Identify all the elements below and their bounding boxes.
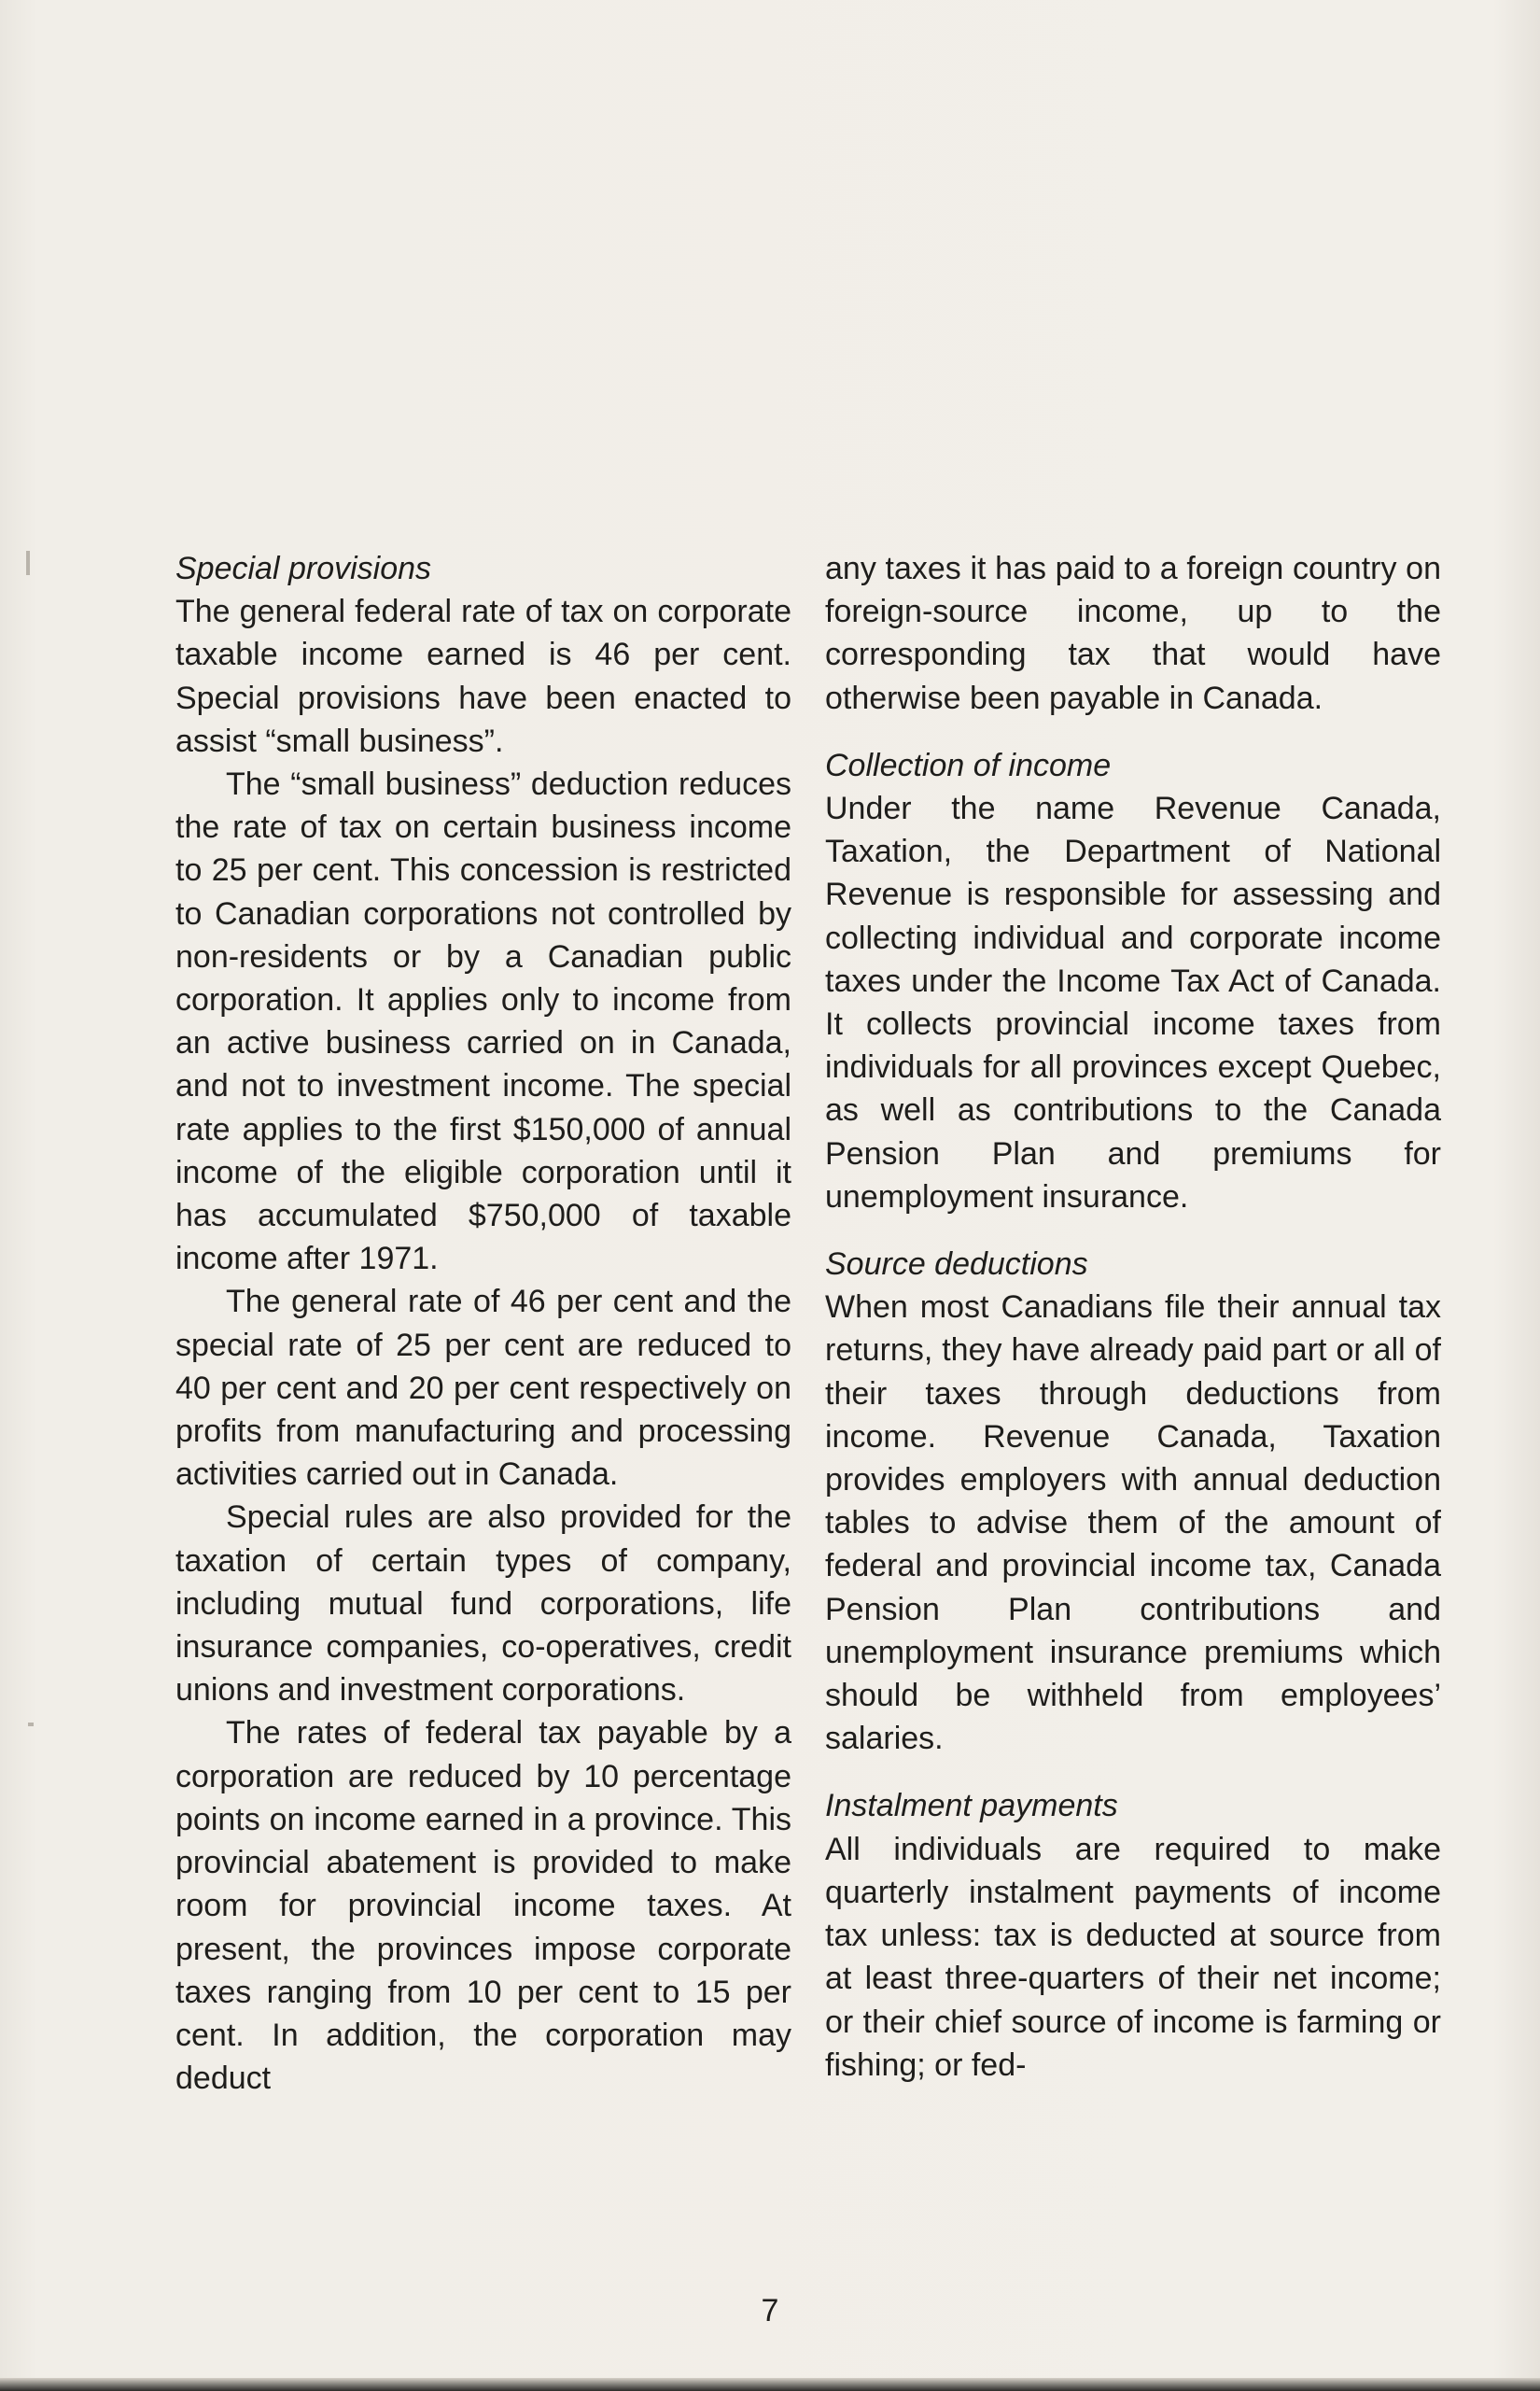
page-number: 7	[761, 2293, 779, 2328]
section-heading: Instalment payments	[825, 1788, 1118, 1824]
paragraph: The general rate of 46 per cent and the special rate of 25 per cent are reduced to 40 per cent and 20 per cent respectively on profits from manufacturing and processing activities carried out in Canada.	[175, 1284, 791, 1493]
right-column	[825, 547, 1441, 2087]
paragraph: All individuals are required to make quarterly instalment payments of income tax unless: tax is deducted at source from at least three-quarters of their net income; or their chief source of income is farming or fishing; or fed-	[825, 1831, 1441, 2083]
section-heading-special-provisions: Special provisions	[175, 551, 432, 586]
section-instalment-payments	[825, 1784, 1441, 2086]
paragraph: Special rules are also provided for the taxation of certain types of company, including mutual fund corporations, life insurance companies, co-operatives, credit unions and investment corporations.	[175, 1499, 791, 1709]
binding-mark	[26, 551, 30, 575]
paragraph: The “small business” deduction reduces the rate of tax on certain business income to 25 per cent. This concession is restricted to Canadian corporations not controlled by non-residents or by a Canadian public corporation. It applies only to income from an active business carried on in Canada, and not to investment income. The special rate applies to the first $150,000 of annual income of the eligible corporation until it has accumulated $750,000 of taxable income after 1971.	[175, 767, 791, 1277]
section-source-deductions	[825, 1243, 1441, 1760]
binding-mark	[28, 1723, 34, 1726]
paragraph: Under the name Revenue Canada, Taxation, the Department of National Revenue is responsible for assessing and collecting individual and corporate income taxes under the Income Tax Act of Canada. It collects provincial income taxes from individuals for all provinces except Quebec, as well as contributions to the Canada Pension Plan and premiums for unemployment insurance.	[825, 791, 1441, 1215]
paragraph: The general federal rate of tax on corporate taxable income earned is 46 per cent. Special provisions have been enacted to assist “small business”.	[175, 594, 791, 759]
left-column	[175, 547, 791, 2100]
paragraph: When most Canadians file their annual tax returns, they have already paid part or all of their taxes through deductions from income. Revenue Canada, Taxation provides employers with annual deduction tables to advise them of the amount of federal and provincial income tax, Canada Pension Plan contributions and unemployment insurance premiums which should be withheld from employees’ salaries.	[825, 1289, 1441, 1757]
section-collection-of-income	[825, 744, 1441, 1218]
section-heading: Collection of income	[825, 747, 1112, 783]
page-bottom-edge	[0, 2378, 1540, 2391]
paragraph-continuation: any taxes it has paid to a foreign country on foreign-source income, up to the corresponding tax that would have otherwise been payable in Canada.	[825, 551, 1441, 716]
section-heading: Source deductions	[825, 1246, 1088, 1283]
paragraph: The rates of federal tax payable by a corporation are reduced by 10 percentage points on income earned in a province. This provincial abatement is provided to make room for provincial income taxes. At present, the provinces impose corporate taxes ranging from 10 per cent to 15 per cent. In addition, the corporation may deduct	[175, 1715, 791, 2097]
